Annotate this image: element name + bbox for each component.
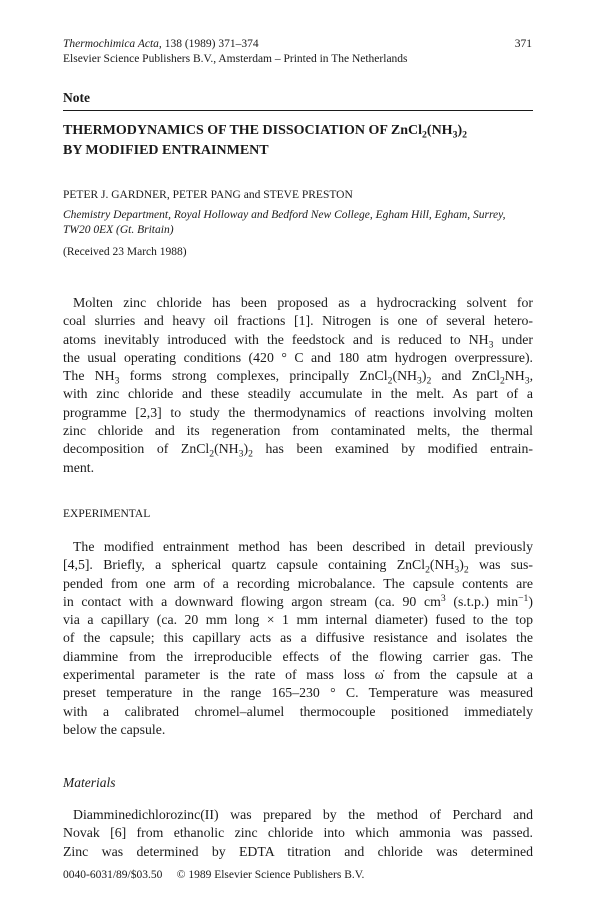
text-line: programme [2,3] to study the thermodynamics of reactions involving molten [63,404,533,420]
affiliation: Chemistry Department, Royal Holloway and Bedford New College, Egham Hill, Egham, Surrey, TW20 0EX (Gt. Britain) [63,209,506,236]
copyright-footer: 0040-6031/89/$03.50 © 1989 Elsevier Science Publishers B.V. [63,869,365,881]
text-line: with a calibrated chromel–alumel thermocouple positioned immediately [63,703,533,719]
intro-paragraph [63,294,533,477]
section-heading-experimental: EXPERIMENTAL [63,508,151,520]
text-line: Diamminedichlorozinc(II) was prepared by the method of Perchard and [73,807,533,822]
text-line: coal slurries and heavy oil fractions [1]. Nitrogen is one of several hetero- [63,313,533,329]
text-line: pended from one arm of a recording microbalance. The capsule contents are [63,575,533,591]
journal-volume: 138 (1989) 371–374 [161,38,259,50]
text-line: the usual operating conditions (420 ° C and 180 atm hydrogen overpressure). [63,349,533,365]
page-number: 371 [514,38,532,50]
text-line: The modified entrainment method has been described in detail previously [73,539,533,554]
text-line: Zinc was determined by EDTA titration and chloride was determined [63,843,533,859]
article-type: Note [63,90,90,105]
received-date: (Received 23 March 1988) [63,246,187,258]
text-line: preset temperature in the range 165–230 ° C. Temperature was measured [63,685,533,701]
text-line: Novak [6] from ethanolic zinc chloride into which ammonia was passed. [63,825,533,841]
text-line: via a capillary (ca. 20 mm long × 1 mm internal diameter) fused to the top [63,612,533,628]
journal-name [63,38,259,50]
text-line: with zinc chloride and these steadily accumulate in the melt. As part of a [63,386,533,402]
experimental-paragraph [63,538,533,739]
text-line: ment. [63,459,95,475]
text-line: zinc chloride and its regeneration from contaminated melts, the thermal [63,423,533,439]
text-line: below the capsule. [63,721,166,737]
text-line: atoms inevitably introduced with the feedstock and is reduced to $NH_3$ under [63,331,533,350]
text-line: The $NH_3$ forms strong complexes, principally $ZnCl_2(NH_3)_2$ and $ZnCl_2NH_3$, [63,368,534,387]
header-rule [63,110,533,111]
materials-paragraph [63,806,533,861]
author-list: PETER J. GARDNER, PETER PANG and STEVE PRESTON [63,189,353,201]
text-line: diammine from the irreproducible effects of the flowing carrier gas. The [63,648,533,664]
article-title [63,121,533,161]
title-line-2: BY MODIFIED ENTRAINMENT [63,143,269,158]
text-line: experimental parameter is the rate of mass loss ω̇ from the capsule at a [63,667,533,683]
text-line: in contact with a downward flowing argon stream (ca. 90 $cm^3$ (s.t.p.) $\min^{-1}$) [63,593,533,609]
subsection-heading-materials: Materials [63,775,116,790]
journal-title: Thermochimica Acta, [63,38,162,50]
text-line: of the capsule; this capillary acts as a diffusive resistance and isolates the [63,630,533,646]
text-line: decomposition of $ZnCl_2(NH_3)_2$ has been examined by modified entrain- [63,441,533,460]
text-line: Molten zinc chloride has been proposed as a hydrocracking solvent for [73,295,533,310]
publisher-line: Elsevier Science Publishers B.V., Amsterdam – Printed in The Netherlands [63,53,408,65]
title-line-1: THERMODYNAMICS OF THE DISSOCIATION OF $ZnCl_2(NH_3)_2$ [63,123,468,141]
text-line: [4,5]. Briefly, a spherical quartz capsule containing $ZnCl_2(NH_3)_2$ was sus- [63,557,533,576]
